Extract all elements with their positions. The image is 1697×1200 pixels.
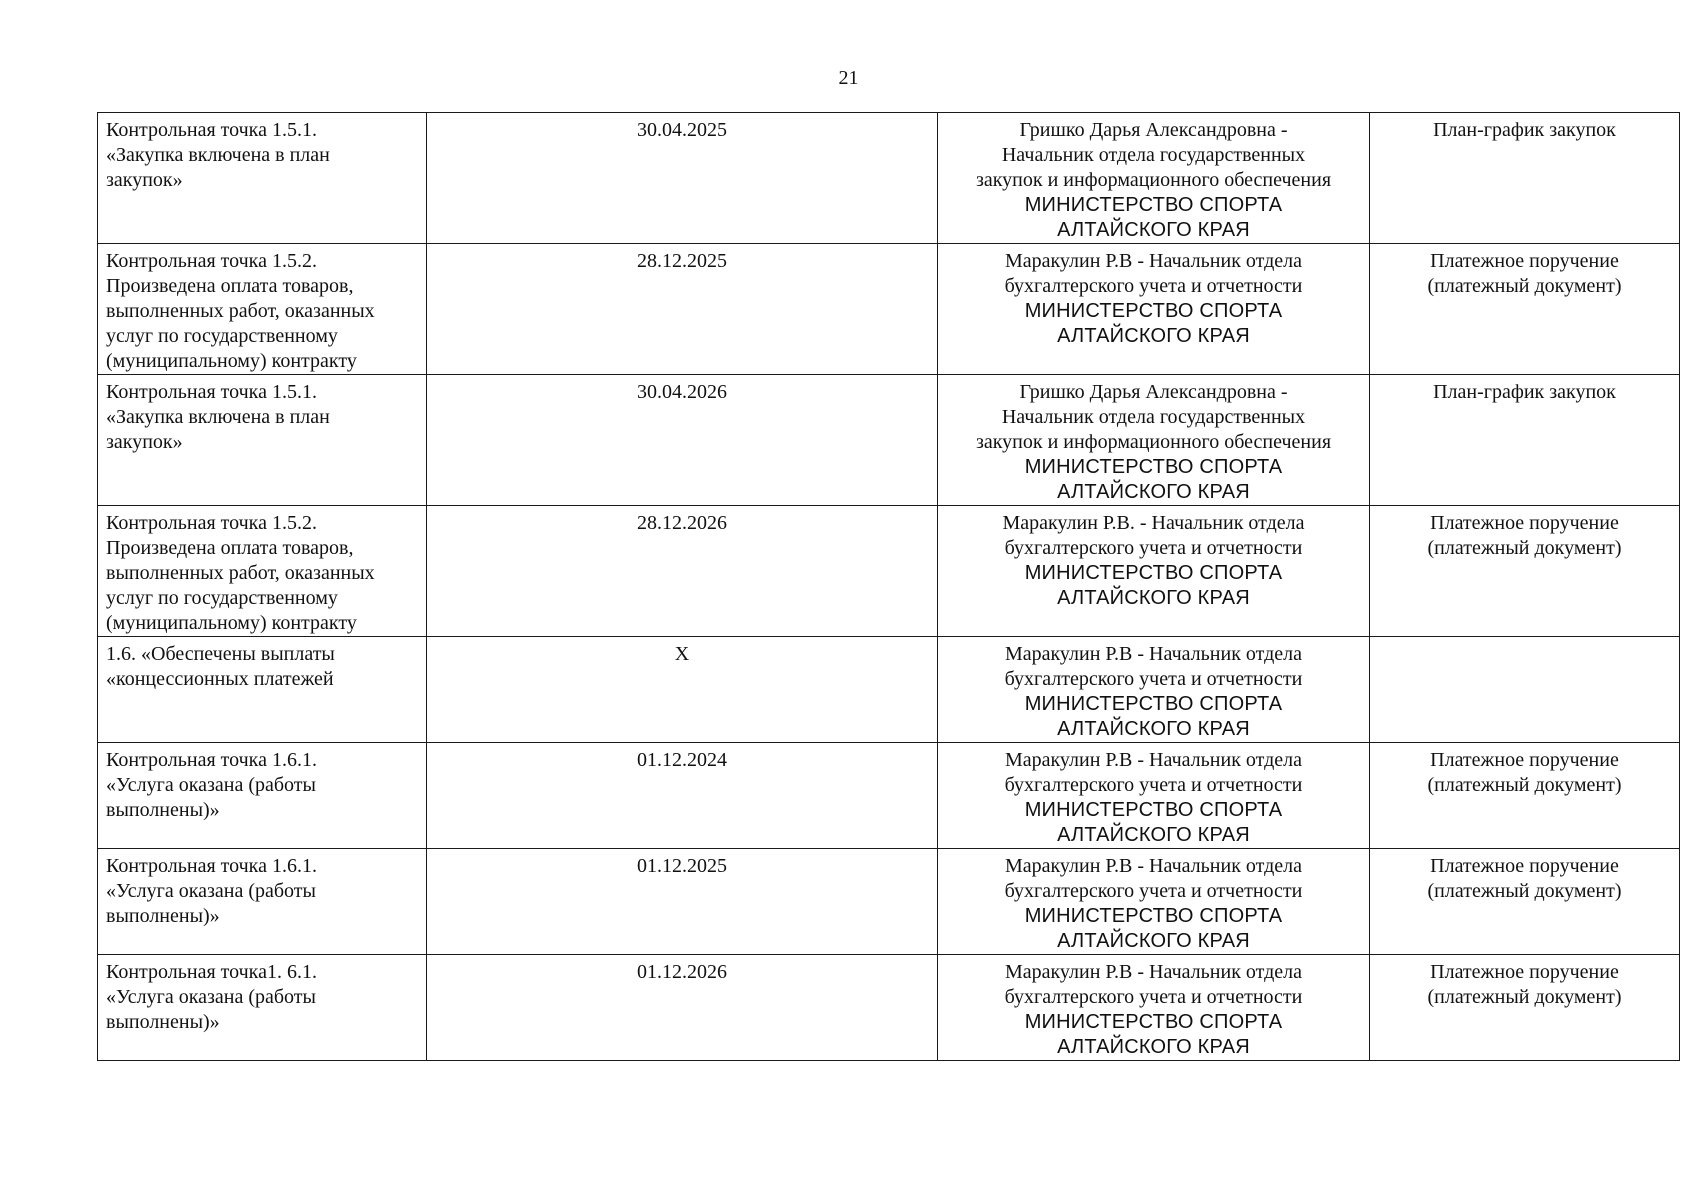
responsible-organization-line: АЛТАЙСКОГО КРАЯ xyxy=(1057,1036,1250,1058)
confirming-document-line: Платежное поручение xyxy=(1430,250,1619,272)
responsible-organization-line: МИНИСТЕРСТВО СПОРТА xyxy=(1024,194,1283,216)
table-row xyxy=(98,955,1680,1061)
responsible-person-line: Маракулин Р.В - Начальник отдела xyxy=(1004,749,1303,771)
deadline-date: 01.12.2025 xyxy=(637,855,727,877)
responsible-person-line: бухгалтерского учета и отчетности xyxy=(1004,537,1303,559)
control-point-name-line: Контрольная точка 1.5.2. xyxy=(106,250,317,272)
table-row xyxy=(98,506,1680,637)
control-point-name-cell xyxy=(98,743,427,849)
responsible-organization-line: МИНИСТЕРСТВО СПОРТА xyxy=(1024,456,1283,478)
control-point-name-line: 1.6. «Обеспечены выплаты xyxy=(106,643,335,665)
responsible-cell xyxy=(938,113,1370,244)
responsible-organization-line: МИНИСТЕРСТВО СПОРТА xyxy=(1024,799,1283,821)
responsible-person-line: бухгалтерского учета и отчетности xyxy=(1004,880,1303,902)
control-point-name-line: Контрольная точка 1.6.1. xyxy=(106,749,317,771)
responsible-person-line: Маракулин Р.В - Начальник отдела xyxy=(1004,961,1303,983)
responsible-person-line: Начальник отдела государственных xyxy=(1001,406,1306,428)
responsible-organization-line: АЛТАЙСКОГО КРАЯ xyxy=(1057,587,1250,609)
control-point-name-cell xyxy=(98,244,427,375)
table-row xyxy=(98,244,1680,375)
deadline-cell xyxy=(427,506,938,637)
deadline-cell xyxy=(427,955,938,1061)
control-point-name-line: выполненных работ, оказанных xyxy=(106,300,375,322)
table-row xyxy=(98,743,1680,849)
responsible-organization-line: МИНИСТЕРСТВО СПОРТА xyxy=(1024,1011,1283,1033)
table-row xyxy=(98,849,1680,955)
confirming-document-line: (платежный документ) xyxy=(1427,986,1622,1008)
responsible-cell xyxy=(938,637,1370,743)
document-cell xyxy=(1370,637,1680,743)
control-point-name-line: Контрольная точка 1.6.1. xyxy=(106,855,317,877)
control-point-name-cell xyxy=(98,849,427,955)
control-point-name-line: «Услуга оказана (работы xyxy=(106,774,316,796)
control-point-name-line: «Услуга оказана (работы xyxy=(106,880,316,902)
responsible-cell xyxy=(938,506,1370,637)
responsible-organization-line: АЛТАЙСКОГО КРАЯ xyxy=(1057,718,1250,740)
document-cell xyxy=(1370,849,1680,955)
deadline-date: 30.04.2025 xyxy=(637,119,727,141)
responsible-organization-line: АЛТАЙСКОГО КРАЯ xyxy=(1057,219,1250,241)
responsible-person-line: бухгалтерского учета и отчетности xyxy=(1004,275,1303,297)
deadline-cell xyxy=(427,244,938,375)
control-point-name-line: Контрольная точка1. 6.1. xyxy=(106,961,317,983)
control-point-name-line: Произведена оплата товаров, xyxy=(106,537,354,559)
responsible-person-line: Гришко Дарья Александровна - xyxy=(1019,119,1288,141)
control-point-name-line: выполненных работ, оказанных xyxy=(106,562,375,584)
table-row xyxy=(98,637,1680,743)
confirming-document-line: (платежный документ) xyxy=(1427,774,1622,796)
document-cell xyxy=(1370,743,1680,849)
control-point-name-line: «Закупка включена в план xyxy=(106,406,330,428)
table-body xyxy=(98,113,1680,1061)
deadline-cell xyxy=(427,637,938,743)
confirming-document-line: Платежное поручение xyxy=(1430,855,1619,877)
responsible-organization-line: МИНИСТЕРСТВО СПОРТА xyxy=(1024,905,1283,927)
responsible-cell xyxy=(938,244,1370,375)
deadline-cell xyxy=(427,743,938,849)
responsible-person-line: бухгалтерского учета и отчетности xyxy=(1004,668,1303,690)
control-point-name-cell xyxy=(98,955,427,1061)
responsible-organization-line: АЛТАЙСКОГО КРАЯ xyxy=(1057,824,1250,846)
document-cell xyxy=(1370,955,1680,1061)
control-point-name-line: «Закупка включена в план xyxy=(106,144,330,166)
control-point-name-line: (муниципальному) контракту xyxy=(106,350,357,372)
deadline-date: X xyxy=(674,643,690,665)
responsible-person-line: бухгалтерского учета и отчетности xyxy=(1004,986,1303,1008)
deadline-date: 28.12.2026 xyxy=(637,512,727,534)
control-point-name-line: закупок» xyxy=(106,431,183,453)
control-point-name-line: услуг по государственному xyxy=(106,325,338,347)
control-point-name-line: (муниципальному) контракту xyxy=(106,612,357,634)
control-point-name-line: выполнены)» xyxy=(106,905,220,927)
responsible-cell xyxy=(938,849,1370,955)
control-point-name-line: выполнены)» xyxy=(106,1011,220,1033)
deadline-date: 01.12.2026 xyxy=(637,961,727,983)
control-point-name-line: Контрольная точка 1.5.1. xyxy=(106,119,317,141)
deadline-cell xyxy=(427,849,938,955)
control-point-name-line: Произведена оплата товаров, xyxy=(106,275,354,297)
responsible-person-line: Начальник отдела государственных xyxy=(1001,144,1306,166)
responsible-organization-line: МИНИСТЕРСТВО СПОРТА xyxy=(1024,300,1283,322)
control-point-name-line: выполнены)» xyxy=(106,799,220,821)
control-points-table xyxy=(97,112,1680,1061)
deadline-date: 30.04.2026 xyxy=(637,381,727,403)
document-cell xyxy=(1370,375,1680,506)
responsible-person-line: Маракулин Р.В - Начальник отдела xyxy=(1004,643,1303,665)
table-row xyxy=(98,113,1680,244)
document-cell xyxy=(1370,113,1680,244)
confirming-document-line: (платежный документ) xyxy=(1427,275,1622,297)
responsible-organization-line: АЛТАЙСКОГО КРАЯ xyxy=(1057,930,1250,952)
confirming-document-line: Платежное поручение xyxy=(1430,512,1619,534)
control-point-name-line: услуг по государственному xyxy=(106,587,338,609)
document-cell xyxy=(1370,506,1680,637)
control-point-name-cell xyxy=(98,113,427,244)
control-point-name-line: Контрольная точка 1.5.2. xyxy=(106,512,317,534)
responsible-organization-line: АЛТАЙСКОГО КРАЯ xyxy=(1057,481,1250,503)
deadline-cell xyxy=(427,113,938,244)
confirming-document-line: План-график закупок xyxy=(1433,381,1616,403)
responsible-person-line: Гришко Дарья Александровна - xyxy=(1019,381,1288,403)
responsible-organization-line: МИНИСТЕРСТВО СПОРТА xyxy=(1024,562,1283,584)
responsible-cell xyxy=(938,743,1370,849)
control-point-name-line: закупок» xyxy=(106,169,183,191)
responsible-person-line: закупок и информационного обеспечения xyxy=(975,431,1332,453)
deadline-date: 01.12.2024 xyxy=(637,749,727,771)
deadline-cell xyxy=(427,375,938,506)
control-point-name-cell xyxy=(98,375,427,506)
document-cell xyxy=(1370,244,1680,375)
control-point-name-line: «концессионных платежей xyxy=(106,668,334,690)
control-point-name-cell xyxy=(98,506,427,637)
confirming-document-line: Платежное поручение xyxy=(1430,961,1619,983)
responsible-person-line: Маракулин Р.В. - Начальник отдела xyxy=(1002,512,1305,534)
responsible-person-line: закупок и информационного обеспечения xyxy=(975,169,1332,191)
responsible-cell xyxy=(938,375,1370,506)
confirming-document-line: План-график закупок xyxy=(1433,119,1616,141)
confirming-document-line: Платежное поручение xyxy=(1430,749,1619,771)
responsible-organization-line: МИНИСТЕРСТВО СПОРТА xyxy=(1024,693,1283,715)
responsible-person-line: бухгалтерского учета и отчетности xyxy=(1004,774,1303,796)
control-point-name-line: Контрольная точка 1.5.1. xyxy=(106,381,317,403)
table-row xyxy=(98,375,1680,506)
control-point-name-cell xyxy=(98,637,427,743)
control-point-name-line: «Услуга оказана (работы xyxy=(106,986,316,1008)
responsible-person-line: Маракулин Р.В - Начальник отдела xyxy=(1004,855,1303,877)
confirming-document-line: (платежный документ) xyxy=(1427,880,1622,902)
page-number: 21 xyxy=(838,67,859,89)
deadline-date: 28.12.2025 xyxy=(637,250,727,272)
responsible-cell xyxy=(938,955,1370,1061)
confirming-document-line: (платежный документ) xyxy=(1427,537,1622,559)
responsible-organization-line: АЛТАЙСКОГО КРАЯ xyxy=(1057,325,1250,347)
responsible-person-line: Маракулин Р.В - Начальник отдела xyxy=(1004,250,1303,272)
